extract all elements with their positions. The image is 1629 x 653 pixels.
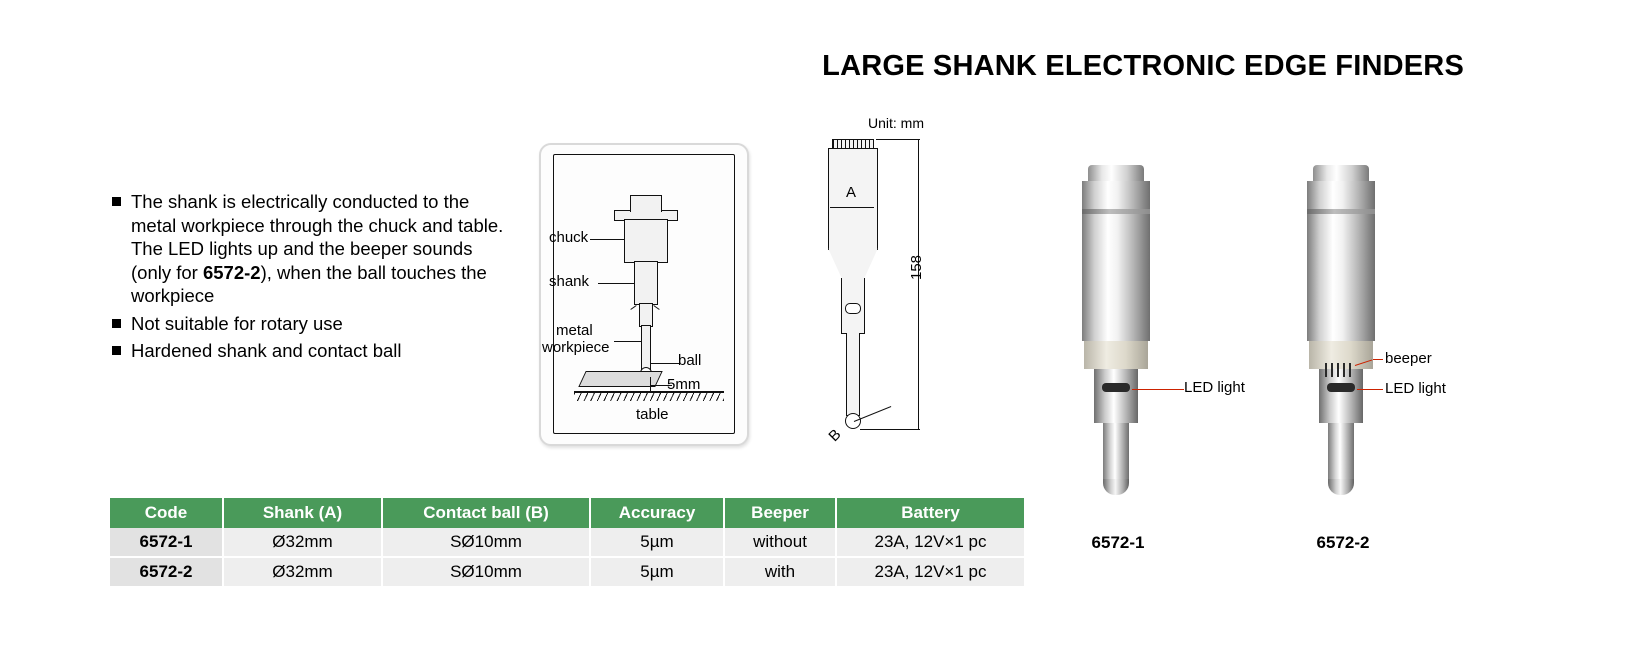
bullet-square-icon — [112, 197, 121, 206]
taper-section — [828, 248, 878, 279]
chuck-top-stub — [630, 195, 662, 212]
spec-table — [110, 498, 1024, 586]
feature-text: Not suitable for rotary use — [131, 312, 343, 334]
cell-accuracy: 5µm — [590, 557, 724, 586]
label-metal-workpiece-2: workpiece — [542, 339, 610, 356]
callout-led-light: LED light — [1184, 379, 1245, 396]
body — [1307, 181, 1375, 341]
column-header-ball: Contact ball (B) — [382, 498, 590, 528]
lower-stem — [846, 333, 860, 416]
table — [110, 498, 1024, 586]
cell-code: 6572-1 — [110, 528, 223, 557]
ring — [1307, 209, 1375, 214]
chuck-body — [624, 219, 668, 263]
label-total-length: 158 — [908, 254, 925, 280]
spark-mark — [653, 305, 659, 310]
ring — [1082, 209, 1150, 214]
cell-beeper: without — [724, 528, 836, 557]
dimension-line-total — [918, 139, 919, 429]
bullet-square-icon — [112, 346, 121, 355]
dimension-line-a — [830, 207, 874, 208]
product-photo-6572-2 — [1295, 165, 1446, 552]
neck — [1094, 369, 1138, 423]
led-window — [1327, 383, 1355, 392]
column-header-shank: Shank (A) — [223, 498, 382, 528]
label-a: A — [846, 184, 857, 201]
lower-stem — [1103, 423, 1129, 481]
extension-line-top — [876, 139, 920, 140]
feature-text: The shank is electrically conducted to the metal workpiece through the chuck and table. The LED lights up and the beeper sounds (only for 6572-2), when the ball touches the workpiece — [131, 191, 504, 306]
table-header-row — [110, 498, 1024, 528]
column-header-battery: Battery — [836, 498, 1024, 528]
spark-mark — [630, 305, 636, 310]
neck — [1319, 369, 1363, 423]
body — [1082, 181, 1150, 341]
label-metal-workpiece-1: metal — [556, 322, 593, 339]
cell-shank: Ø32mm — [223, 557, 382, 586]
cell-battery: 23A, 12V×1 pc — [836, 557, 1024, 586]
column-header-code: Code — [110, 498, 223, 528]
cell-accuracy: 5µm — [590, 528, 724, 557]
leader-line-chuck — [590, 239, 624, 240]
table-row — [110, 557, 1024, 586]
leader-line-ball — [650, 363, 680, 364]
bullet-square-icon — [112, 319, 121, 328]
cap — [1313, 165, 1369, 181]
cell-code: 6572-2 — [110, 557, 223, 586]
list-item — [112, 190, 512, 308]
usage-diagram — [539, 143, 749, 446]
photo-caption-6572-1: 6572-1 — [1091, 533, 1145, 552]
shank-body — [634, 261, 658, 305]
cell-beeper: with — [724, 557, 836, 586]
callout-led-light: LED light — [1385, 380, 1446, 397]
collar — [1084, 341, 1148, 369]
cell-shank: Ø32mm — [223, 528, 382, 557]
feature-text: Hardened shank and contact ball — [131, 340, 402, 361]
led-window — [1102, 383, 1130, 392]
beeper-slots — [1325, 363, 1355, 377]
label-ball: ball — [678, 352, 702, 369]
table-hatch — [574, 393, 724, 401]
photo-caption-6572-2: 6572-2 — [1316, 533, 1370, 552]
callout-line-led — [1132, 389, 1184, 390]
probe-tip — [641, 325, 651, 371]
column-header-accuracy: Accuracy — [590, 498, 724, 528]
column-header-beeper: Beeper — [724, 498, 836, 528]
cap — [1088, 165, 1144, 181]
dimension-drawing — [810, 115, 960, 465]
label-table: table — [636, 406, 669, 423]
table-row — [110, 528, 1024, 557]
label-shank: shank — [549, 273, 590, 290]
ball-tip — [1103, 479, 1129, 495]
ball-tip — [1328, 479, 1354, 495]
callout-line-led — [1357, 389, 1383, 390]
callout-beeper: beeper — [1385, 350, 1432, 367]
page-title: LARGE SHANK ELECTRONIC EDGE FINDERS — [822, 50, 1464, 82]
list-item — [112, 312, 512, 336]
leader-line-shank — [598, 283, 634, 284]
product-photo-6572-1 — [1070, 165, 1245, 552]
cell-ball: SØ10mm — [382, 557, 590, 586]
lower-stem — [1328, 423, 1354, 481]
cell-battery: 23A, 12V×1 pc — [836, 528, 1024, 557]
shank-neck — [639, 303, 653, 327]
extension-line-bottom — [860, 429, 920, 430]
list-item — [112, 339, 512, 363]
led-window — [845, 303, 861, 314]
unit-label: Unit: mm — [868, 115, 924, 131]
label-chuck: chuck — [549, 229, 589, 246]
leader-line-workpiece — [614, 341, 642, 342]
diagram-frame — [542, 154, 735, 434]
cell-ball: SØ10mm — [382, 528, 590, 557]
label-b: B — [825, 425, 845, 446]
label-5mm: 5mm — [667, 376, 701, 393]
feature-list — [112, 190, 512, 367]
callout-line-beeper-2 — [1373, 359, 1383, 360]
